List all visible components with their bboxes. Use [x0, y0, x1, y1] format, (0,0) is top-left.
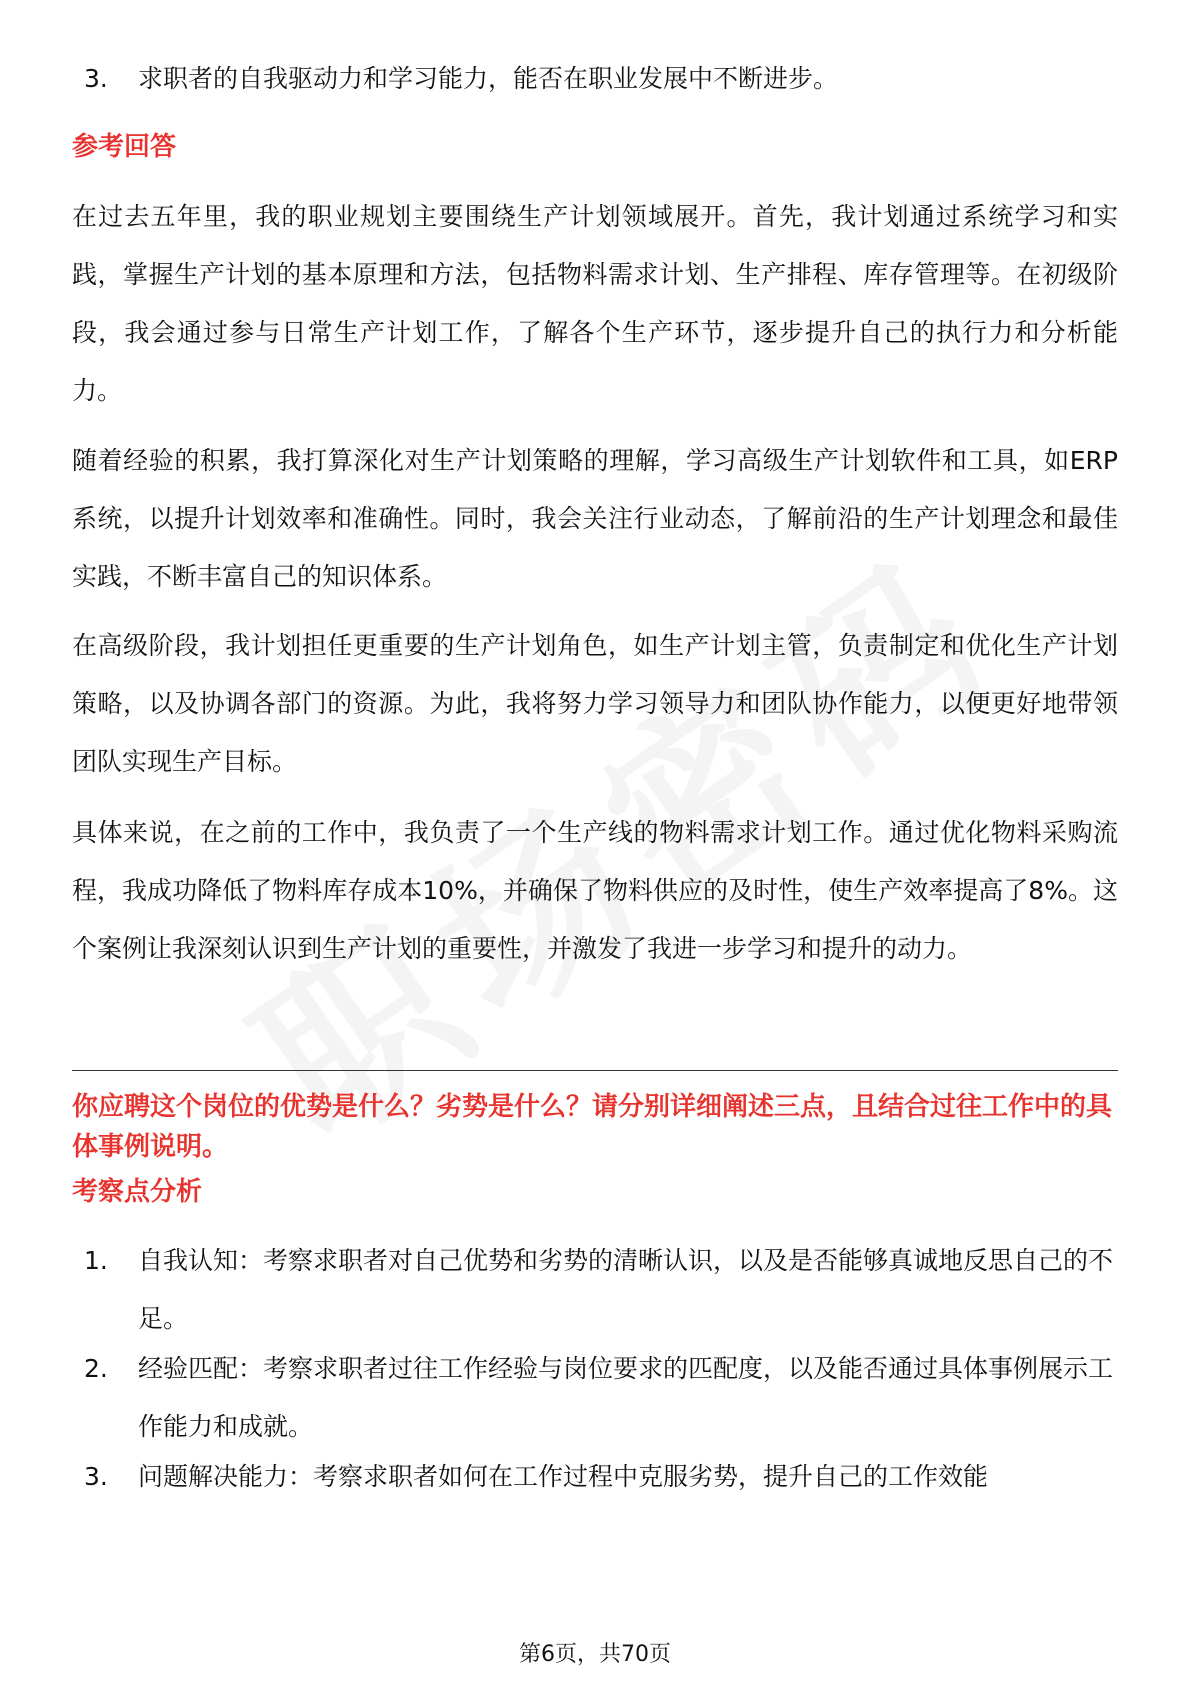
answer-paragraph-3: 在高级阶段，我计划担任更重要的生产计划角色，如生产计划主管，负责制定和优化生产计划策略，以及协调各部门的资源。为此，我将努力学习领导力和团队协作能力，以便更好地带领团队实现生产目标。: [72, 631, 1118, 776]
answer-paragraph-1: 在过去五年里，我的职业规划主要围绕生产计划领域展开。首先，我计划通过系统学习和实践，掌握生产计划的基本原理和方法，包括物料需求计划、生产排程、库存管理等。在初级阶段，我会通过参与日常生产计划工作，了解各个生产环节，逐步提升自己的执行力和分析能力。: [72, 202, 1118, 405]
answer-heading: 参考回答: [72, 132, 177, 162]
section-divider: [72, 1070, 1118, 1071]
list-item: [84, 1448, 1114, 1506]
list-text: 自我认知：考察求职者对自己优势和劣势的清晰认识，以及是否能够真诚地反思自己的不足。: [138, 1246, 1114, 1333]
document-page: [72, 0, 1118, 1684]
list-item: [84, 1340, 1114, 1456]
list-text: 问题解决能力：考察求职者如何在工作过程中克服劣势，提升自己的工作效能: [138, 1462, 989, 1491]
list-text: 经验匹配：考察求职者过往工作经验与岗位要求的匹配度，以及能否通过具体事例展示工作能力和成就。: [138, 1354, 1114, 1441]
answer-paragraph-2: 随着经验的积累，我打算深化对生产计划策略的理解，学习高级生产计划软件和工具，如ERP系统，以提升计划效率和准确性。同时，我会关注行业动态，了解前沿的生产计划理念和最佳实践，不断丰富自己的知识体系。: [72, 446, 1118, 591]
question-title: 你应聘这个岗位的优势是什么？劣势是什么？请分别详细阐述三点，且结合过往工作中的具体事例说明。: [72, 1092, 1113, 1162]
list-item: [84, 50, 1114, 108]
list-number: 2.: [84, 1354, 108, 1383]
list-item: [84, 1232, 1114, 1348]
page-footer: 第6页，共70页: [519, 1642, 671, 1667]
list-text: 求职者的自我驱动力和学习能力，能否在职业发展中不断进步。: [138, 64, 839, 93]
list-number: 1.: [84, 1246, 108, 1275]
analysis-heading: 考察点分析: [72, 1177, 203, 1207]
list-number: 3.: [84, 64, 108, 93]
answer-paragraph-4: 具体来说，在之前的工作中，我负责了一个生产线的物料需求计划工作。通过优化物料采购流程，我成功降低了物料库存成本10%，并确保了物料供应的及时性，使生产效率提高了8%。这个案例让我深刻认识到生产计划的重要性，并激发了我进一步学习和提升的动力。: [72, 818, 1118, 963]
list-number: 3.: [84, 1462, 108, 1491]
